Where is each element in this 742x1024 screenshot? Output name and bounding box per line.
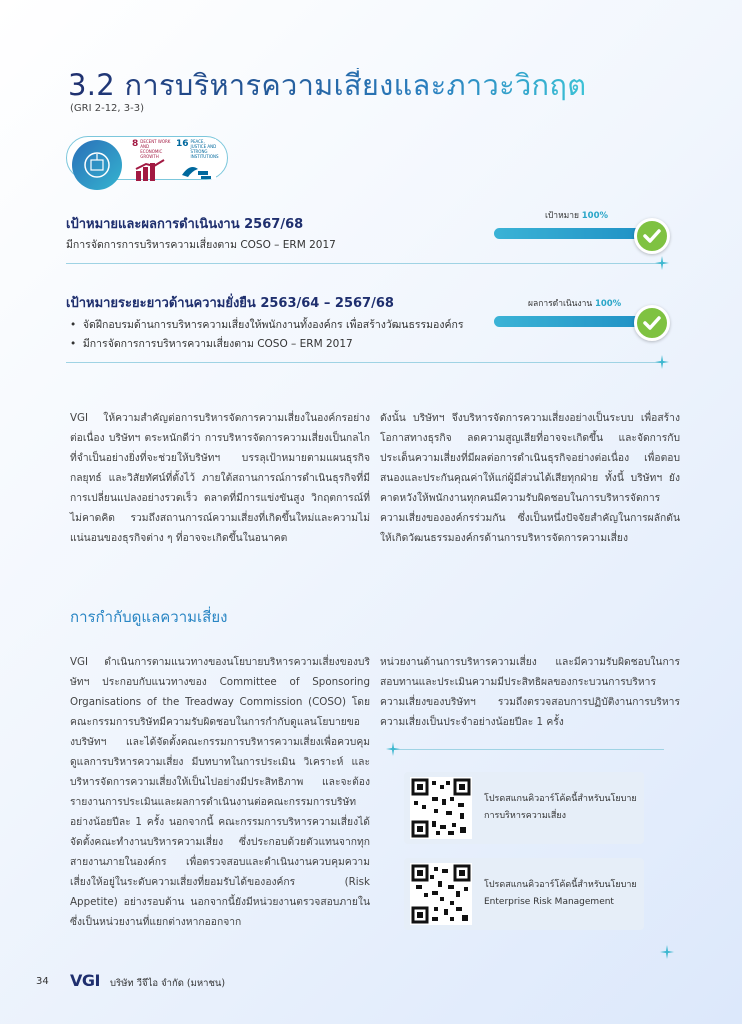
governance-right-paragraph: หน่วยงานด้านการบริหารความเสี่ยง และมีความรับผิดชอบในการสอบทานและประเมินความมีประสิทธิผลของกระบวนการบริหารความเสี่ยงของบริษัทฯ รวมถึงตรวจสอบการปฏิบัติงานการบริหารความเสี่ยงเป็นประจำอย่างน้อยปีละ 1 ครั้ง xyxy=(380,656,680,728)
sparkle-icon xyxy=(655,256,669,270)
qr-card-line1: โปรดสแกนคิวอาร์โค้ดนี้สำหรับนโยบาย xyxy=(484,794,637,804)
target-label-text: เป้าหมาย xyxy=(545,211,580,221)
performance-progress-fill xyxy=(494,316,654,327)
goal-2567-heading: เป้าหมายและผลการดำเนินงาน 2567/68 xyxy=(66,217,304,232)
intro-right-paragraph: ดังนั้น บริษัทฯ จึงบริหารจัดการความเสี่ยงอย่างเป็นระบบ เพื่อสร้างโอกาสทางธุรกิจ ลดความสูญเสียที่อาจจะเกิดขึ้น และจัดการกับประเด็นความเสี่ยงที่มีผลต่อการดำเนินธุรกิจอย่างต่อเนื่อง เพื่อตอบสนองและประกันคุณค่าให้แก่ผู้มีส่วนได้เสียทุกฝ่าย ทั้งนี้ บริษัทฯ ยังคาดหวังให้พนักงานทุกคนมีความรับผิดชอบในการบริหารจัดการความเสี่ยงขององค์กรร่วมกัน ซึ่งเป็นหนึ่งปัจจัยสำคัญในการผลักดันให้เกิดวัฒนธรรมองค์กรด้านการบริหารจัดการความเสี่ยง xyxy=(380,412,680,544)
section-title: การกำกับดูแลความเสี่ยง xyxy=(70,608,228,626)
list-item-text: มีการจัดการการบริหารความเสี่ยงตาม COSO – ERM 2017 xyxy=(82,338,353,350)
check-icon xyxy=(634,305,670,341)
sdg-16-number: 16 xyxy=(176,139,189,149)
qr-code-icon[interactable] xyxy=(410,777,472,839)
divider xyxy=(392,749,664,750)
intro-left-paragraph: VGI ให้ความสำคัญต่อการบริหารจัดการความเสี่ยงในองค์กรอย่างต่อเนื่อง บริษัทฯ ตระหนักดีว่า การบริหารจัดการความเสี่ยงเป็นกลไกที่จำเป็นอย่างยิ่งที่จะช่วยให้บริษัทฯ บรรลุเป้าหมายตามแผนธุรกิจ กลยุทธ์ และวิสัยทัศน์ที่ตั้งไว้ ภายใต้สถานการณ์การดำเนินธุรกิจที่มีการเปลี่ยนแปลงอย่างรวดเร็ว ตลาดที่มีการแข่งขันสูง วิกฤตการณ์ที่ไม่คาดคิด รวมถึงสถานการณ์ความเสี่ยงที่เกิดขึ้นใหม่และความไม่แน่นอนของธุรกิจต่าง ๆ ที่อาจจะเกิดขึ้นในอนาคต xyxy=(70,412,370,544)
sdg-8-text: DECENT WORK AND ECONOMIC GROWTH xyxy=(140,139,171,159)
target-value: 100% xyxy=(581,211,609,221)
qr-card-text xyxy=(484,877,637,911)
qr-card-text xyxy=(484,791,637,825)
qr-card-erm-policy xyxy=(404,858,644,930)
sdg-logo-icon xyxy=(72,140,122,190)
sdg-8-icon xyxy=(132,139,172,179)
gri-reference: (GRI 2-12, 3-3) xyxy=(70,103,145,114)
qr-card-risk-policy xyxy=(404,772,644,844)
check-icon xyxy=(634,218,670,254)
company-name: บริษัท วีจีไอ จำกัด (มหาชน) xyxy=(110,978,226,989)
qr-card-line1: โปรดสแกนคิวอาร์โค้ดนี้สำหรับนโยบาย xyxy=(484,880,637,890)
goal-2567-line: มีการจัดการการบริหารความเสี่ยงตาม COSO – ERM 2017 xyxy=(66,239,336,251)
goal-long-heading: เป้าหมายระยะยาวด้านความยั่งยืน 2563/64 – 2567/68 xyxy=(66,296,394,311)
target-label xyxy=(545,208,608,222)
qr-card-line2: Enterprise Risk Management xyxy=(484,897,614,907)
page-title: 3.2 การบริหารความเสี่ยงและภาวะวิกฤต xyxy=(68,68,587,102)
sdg-16-text: PEACE, JUSTICE AND STRONG INSTITUTIONS xyxy=(190,139,219,159)
target-progress-bar xyxy=(494,228,654,239)
sdg-8-number: 8 xyxy=(132,139,139,149)
growth-chart-icon xyxy=(132,159,172,181)
dove-gavel-icon xyxy=(176,159,216,181)
performance-progress-bar xyxy=(494,316,654,327)
divider xyxy=(66,362,662,363)
performance-label xyxy=(528,296,621,310)
qr-card-line2: การบริหารความเสี่ยง xyxy=(484,811,567,821)
list-item: • จัดฝึกอบรมด้านการบริหารความเสี่ยงให้พนักงานทั้งองค์กร เพื่อสร้างวัฒนธรรมองค์กร xyxy=(70,319,464,331)
performance-value: 100% xyxy=(594,299,622,309)
sparkle-icon xyxy=(660,945,674,959)
sparkle-icon xyxy=(655,355,669,369)
divider xyxy=(66,263,662,264)
sdg-16-icon xyxy=(176,139,219,179)
target-progress-fill xyxy=(494,228,654,239)
company-logo: VGI xyxy=(70,971,100,990)
qr-code-icon[interactable] xyxy=(410,863,472,925)
governance-left-paragraph: VGI ดำเนินการตามแนวทางของนโยบายบริหารความเสี่ยงของบริษัทฯ ประกอบกับแนวทางของ Committee of Sponsoring Organisations of the Treadway Commission (COSO) โดยคณะกรรมการบริษัทมีความรับผิดชอบในการกำกับดูแลนโยบายของบริษัทฯ และได้จัดตั้งคณะกรรมการบริหารความเสี่ยงเพื่อควบคุมดูแลการบริหารความเสี่ยง มีบทบาทในการประเมิน วิเคราะห์ และบริหารจัดการความเสี่ยงให้เป็นไปอย่างมีประสิทธิภาพ และจะต้องรายงานการประเมินและผลการดำเนินงานต่อคณะกรรมการบริษัทอย่างน้อยปีละ 1 ครั้ง นอกจากนี้ คณะกรรมการบริหารความเสี่ยงได้จัดตั้งคณะทำงานบริหารความเสี่ยง ซึ่งประกอบด้วยตัวแทนจากทุกสายงานภายในองค์กร เพื่อตรวจสอบและดำเนินงานควบคุมความเสี่ยงให้อยู่ในระดับความเสี่ยงที่ยอมรับได้ขององค์กร (Risk Appetite) อย่างรอบด้าน นอกจากนี้ยังมีหน่วยงานตรวจสอบภายใน ซึ่งเป็นหน่วยงานที่แยกต่างหากออกจาก xyxy=(70,656,370,928)
list-item-text: จัดฝึกอบรมด้านการบริหารความเสี่ยงให้พนักงานทั้งองค์กร เพื่อสร้างวัฒนธรรมองค์กร xyxy=(82,319,464,331)
list-item: • มีการจัดการการบริหารความเสี่ยงตาม COSO – ERM 2017 xyxy=(70,338,353,350)
page-number: 34 xyxy=(36,976,49,987)
performance-label-text: ผลการดำเนินงาน xyxy=(528,299,593,309)
sparkle-icon xyxy=(386,742,400,756)
